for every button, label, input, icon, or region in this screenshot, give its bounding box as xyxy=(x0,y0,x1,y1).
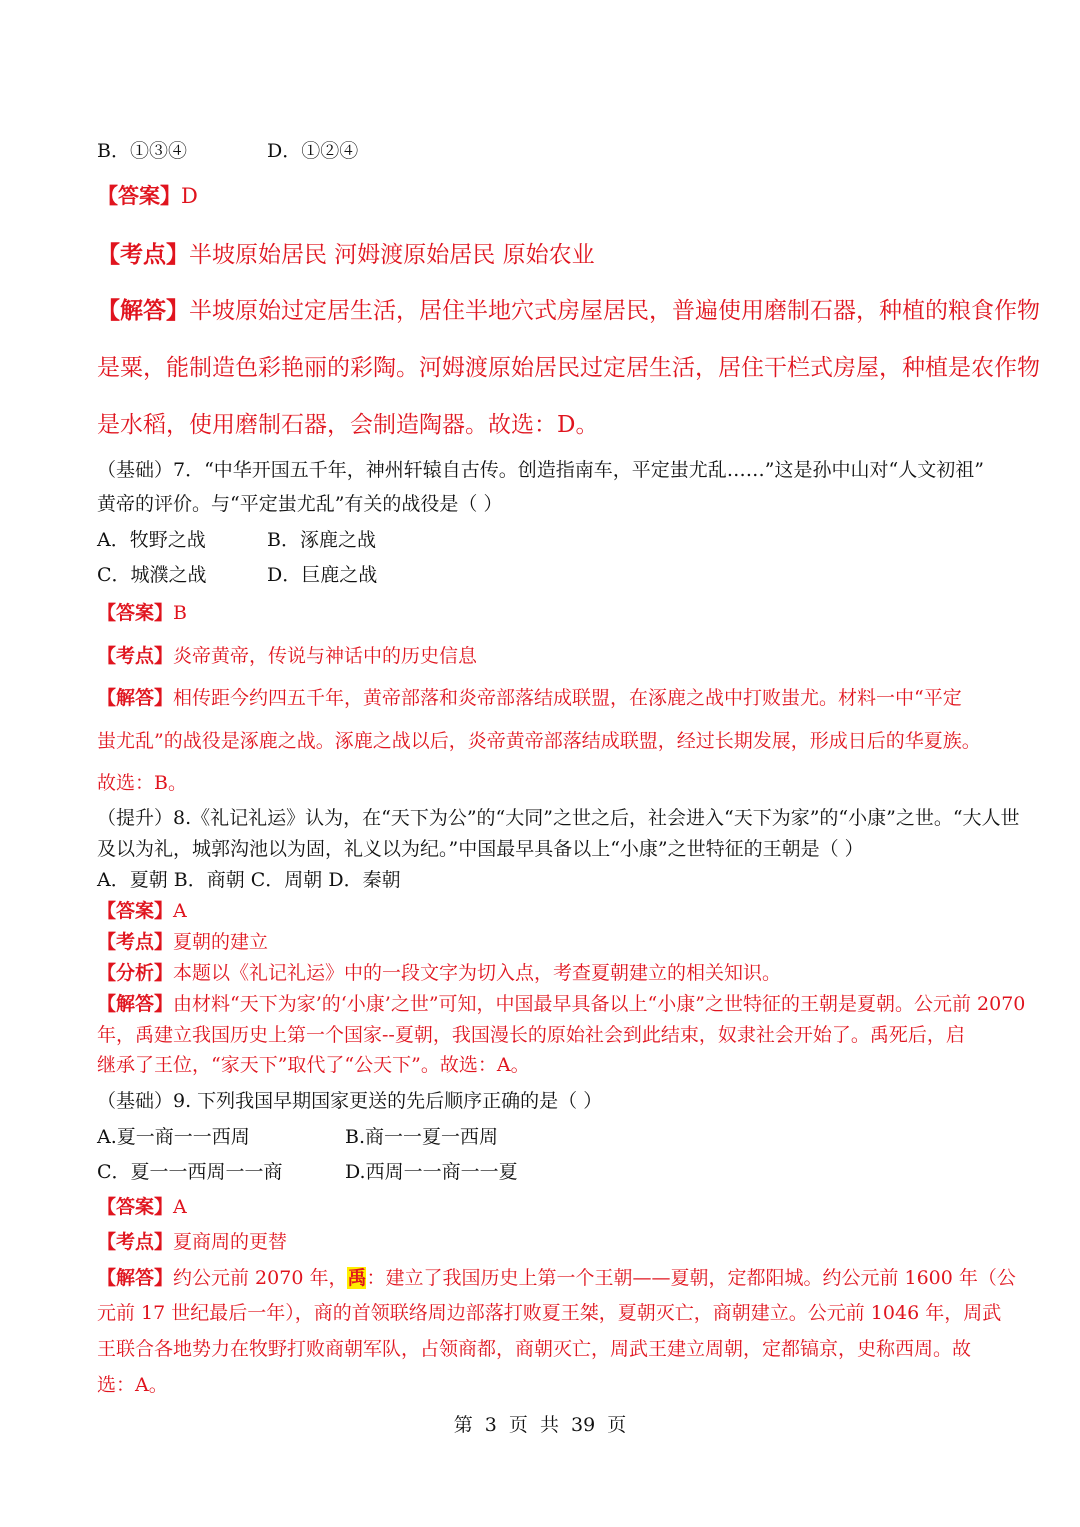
jieda-text: 相传距今约四五千年，黄帝部落和炎帝部落结成联盟，在涿鹿之战中打败蚩尤。材料一中“平定 xyxy=(173,687,962,709)
q8-jieda-line-2: 年，禹建立我国历史上第一个国家--夏朝，我国漫长的原始社会到此结束，奴隶社会开始了。禹死后，启 xyxy=(97,1024,965,1046)
fenxi-value: 本题以《礼记礼运》中的一段文字为切入点，考查夏朝建立的相关知识。 xyxy=(173,962,782,984)
q9-option-d: D.西周一一商一一夏 xyxy=(345,1161,518,1183)
q6-option-b: B．①③④ xyxy=(97,140,187,162)
q7-jieda-line-3: 故选：B。 xyxy=(97,772,187,794)
answer-value: D xyxy=(181,184,198,208)
footer-total-number: 39 xyxy=(571,1414,596,1436)
jieda-label: 【解答】 xyxy=(97,993,174,1015)
q8-options: A．夏朝 B．商朝 C．周朝 D．秦朝 xyxy=(97,869,401,891)
answer-value: B xyxy=(173,602,187,624)
jieda-text-a: 约公元前 2070 年， xyxy=(173,1267,348,1289)
q9-option-b: B.商一一夏一西周 xyxy=(345,1126,499,1148)
q6-jieda-line-2: 是粟，能制造色彩艳丽的彩陶。河姆渡原始居民过定居生活，居住干栏式房屋，种植是农作物 xyxy=(97,355,1040,381)
answer-label: 【答案】 xyxy=(97,183,181,208)
q7-option-b: B．涿鹿之战 xyxy=(267,529,376,551)
footer-page-label: 第 xyxy=(453,1414,473,1436)
q6-jieda-line-1 xyxy=(97,292,1040,325)
q9-option-c: C．夏一一西周一一商 xyxy=(97,1161,283,1183)
q8-answer-line xyxy=(97,896,983,923)
kaodian-value: 夏商周的更替 xyxy=(173,1231,288,1253)
q9-option-a: A.夏一商一一西周 xyxy=(97,1126,250,1148)
q7-jieda-line-1 xyxy=(97,683,983,710)
q8-jieda-line-3: 继承了王位，“家天下”取代了“公天下”。故选：A。 xyxy=(97,1054,530,1076)
q9-kaodian-line xyxy=(97,1227,983,1254)
footer-page-number: 3 xyxy=(484,1414,497,1436)
q7-kaodian-line xyxy=(97,641,983,668)
q7-stem-line-2: 黄帝的评价。与“平定蚩尤乱”有关的战役是（ ） xyxy=(97,493,503,515)
jieda-label: 【解答】 xyxy=(97,1267,174,1289)
kaodian-value: 炎帝黄帝，传说与神话中的历史信息 xyxy=(173,645,478,667)
q8-stem-line-2: 及以为礼，城郭沟池以为固，礼义以为纪。”中国最早具备以上“小康”之世特征的王朝是（ ） xyxy=(97,838,864,860)
q9-jieda-line-2: 元前 17 世纪最后一年），商的首领联络周边部落打败夏王桀，夏朝灭亡，商朝建立。公元前 1046 年，周武 xyxy=(97,1302,1002,1324)
answer-value: A xyxy=(173,900,187,922)
kaodian-value: 半坡原始居民 河姆渡原始居民 原始农业 xyxy=(189,242,595,268)
footer-page-label: 页 xyxy=(607,1414,627,1436)
answer-label: 【答案】 xyxy=(97,1196,174,1218)
q7-option-d: D．巨鹿之战 xyxy=(267,564,378,586)
answer-value: A xyxy=(173,1196,187,1218)
q9-jieda-line-3: 王联合各地势力在牧野打败商朝军队，占领商都，商朝灭亡，周武王建立周朝，定都镐京，史称西周。故 xyxy=(97,1338,972,1360)
q7-stem-line-1: （基础）7．“中华开国五千年，神州轩辕自古传。创造指南车，平定蚩尤乱……”这是孙中山对“人文初祖” xyxy=(97,459,984,481)
q6-answer-line xyxy=(97,180,983,210)
kaodian-value: 夏朝的建立 xyxy=(173,931,269,953)
q8-jieda-line-1 xyxy=(97,989,1026,1016)
q8-fenxi-line xyxy=(97,958,983,985)
footer-total-label: 共 xyxy=(539,1414,559,1436)
highlighted-word: 禹 xyxy=(347,1267,367,1289)
q6-option-d: D．①②④ xyxy=(267,140,359,162)
q6-kaodian-line xyxy=(97,236,983,269)
q9-jieda-line-1 xyxy=(97,1263,1016,1290)
jieda-label: 【解答】 xyxy=(97,297,189,324)
page-footer xyxy=(0,1410,1080,1437)
kaodian-label: 【考点】 xyxy=(97,645,174,667)
jieda-label: 【解答】 xyxy=(97,687,174,709)
q9-stem: （基础）9. 下列我国早期国家更送的先后顺序正确的是（ ） xyxy=(97,1090,603,1112)
kaodian-label: 【考点】 xyxy=(97,1231,174,1253)
q9-jieda-line-4: 选：A。 xyxy=(97,1374,168,1396)
q7-answer-line xyxy=(97,598,983,625)
fenxi-label: 【分析】 xyxy=(97,962,174,984)
jieda-text: 由材料“天下为家’的‘小康’之世”可知，中国最早具备以上“小康”之世特征的王朝是夏朝。公元前 2070 xyxy=(173,993,1026,1015)
q7-option-a: A．牧野之战 xyxy=(97,529,206,551)
answer-label: 【答案】 xyxy=(97,602,174,624)
answer-label: 【答案】 xyxy=(97,900,174,922)
footer-page-label: 页 xyxy=(508,1414,528,1436)
jieda-text: 半坡原始过定居生活，居住半地穴式房屋居民，普遍使用磨制石器，种植的粮食作物 xyxy=(189,298,1040,324)
q7-option-c: C．城濮之战 xyxy=(97,564,207,586)
q9-answer-line xyxy=(97,1192,983,1219)
q8-kaodian-line xyxy=(97,927,983,954)
q6-jieda-line-3: 是水稻，使用磨制石器，会制造陶器。故选：D。 xyxy=(97,412,599,438)
kaodian-label: 【考点】 xyxy=(97,241,189,268)
jieda-text-b: ：建立了我国历史上第一个王朝——夏朝，定都阳城。约公元前 1600 年（公 xyxy=(366,1267,1016,1289)
kaodian-label: 【考点】 xyxy=(97,931,174,953)
q8-stem-line-1: （提升）8.《礼记礼运》认为，在“天下为公”的“大同”之世之后，社会进入“天下为家”的“小康”之世。“大人世 xyxy=(97,807,1020,829)
q7-jieda-line-2: 蚩尤乱”的战役是涿鹿之战。涿鹿之战以后，炎帝黄帝部落结成联盟，经过长期发展，形成日后的华夏族。 xyxy=(97,730,981,752)
